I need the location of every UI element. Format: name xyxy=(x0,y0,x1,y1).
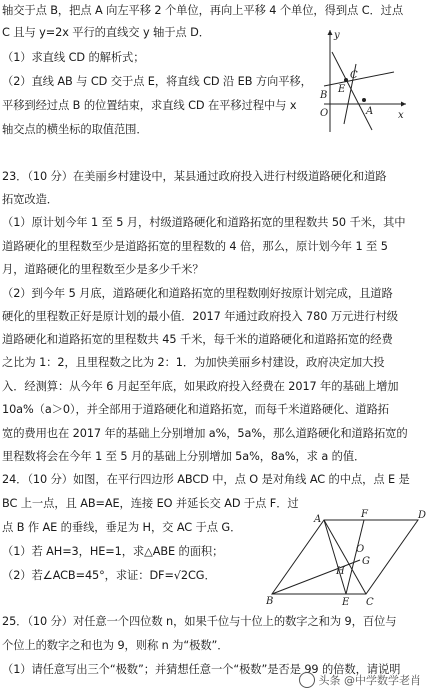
text-line: 24．（10 分）如图，在平行四边形 ABCD 中，点 O 是对角线 AC 的中点，点 E 是 xyxy=(2,473,410,486)
text-line: 25．（10 分）对任意一个四位数 n，如果千位与十位上的数字之和为 9，百位与 xyxy=(2,615,397,628)
text-line: 点 B 作 AE 的垂线，垂足为 H，交 AC 于点 G． xyxy=(2,521,242,534)
toutiao-logo-icon xyxy=(299,672,315,688)
fig2-label-e: E xyxy=(342,597,350,606)
text-line: 23．（10 分）在美丽乡村建设中，某县通过政府投入进行村级道路硬化和道路 xyxy=(2,170,387,183)
watermark xyxy=(299,672,422,688)
fig2-label-g: G xyxy=(362,556,370,567)
text-line: （1）原计划今年 1 至 5 月，村级道路硬化和道路拓宽的里程数共 50 千米，其中 xyxy=(2,216,406,229)
fig2-label-h: H xyxy=(336,566,345,577)
text-line: C 且与 y=2x 平行的直线交 y 轴于点 D． xyxy=(2,26,210,39)
text-line: 道路硬化和道路拓宽的里程数共 45 千米，每千米的道路硬化和道路拓宽的经费 xyxy=(2,333,393,346)
text-line: 平移到经过点 B 的位置结束，求直线 CD 在平移过程中与 x xyxy=(2,99,297,112)
fig1-label-c: C xyxy=(350,70,358,81)
fig2-label-d: D xyxy=(418,510,426,521)
text-line: BC 上一点，且 AB=AE，连接 EO 并延长交 AD 于点 F．过 xyxy=(2,497,299,510)
text-line: （2）若∠ACB=45°，求证：DF=√2CG． xyxy=(2,569,216,582)
fig1-label-e: E xyxy=(338,84,346,95)
text-line: 宽的费用也在 2017 年的基础上分别增加 a%，5a%，那么道路硬化和道路拓宽的 xyxy=(2,427,408,440)
text-line: 入．经测算：从今年 6 月起至年底，如果政府投入经费在 2017 年的基础上增加 xyxy=(2,380,399,393)
fig1-label-x: x xyxy=(398,110,404,121)
text-line: 轴交点的横坐标的取值范围． xyxy=(2,123,148,136)
text-line: 里程数将会在今年 1 至 5 月的基础上分别增加 5a%，8a%，求 a 的值． xyxy=(2,450,366,463)
fig1-label-a: A xyxy=(366,106,374,117)
text-line: 之比为 1：2，且里程数之比为 2：1．为加快美丽乡村建设，政府决定加大投 xyxy=(2,356,385,369)
text-line: （1）求直线 CD 的解析式； xyxy=(2,51,145,64)
text-line: （2）直线 AB 与 CD 交于点 E，将直线 CD 沿 EB 方向平移， xyxy=(2,75,312,88)
text-line: 10a%（a＞0），并全部用于道路硬化和道路拓宽，而每千米道路硬化、道路拓 xyxy=(2,403,389,416)
coordinate-figure xyxy=(310,26,410,136)
fig1-label-b: B xyxy=(320,90,328,101)
fig1-label-y: y xyxy=(334,30,340,41)
text-line: 月，道路硬化的里程数至少是多少千米？ xyxy=(2,263,204,276)
fig2-label-o: O xyxy=(356,544,365,555)
fig1-label-o: O xyxy=(320,108,329,119)
fig2-label-a: A xyxy=(314,514,322,525)
text-line: 道路硬化的里程数至少是道路拓宽的里程数的 4 倍，那么，原计划今年 1 至 5 xyxy=(2,240,388,253)
watermark-text: 头条 @中学数学老肖 xyxy=(318,674,421,687)
text-line: （2）到今年 5 月底，道路硬化和道路拓宽的里程数刚好按原计划完成，且道路 xyxy=(2,287,393,300)
text-line: （1）若 AH=3，HE=1，求△ABE 的面积； xyxy=(2,545,224,558)
fig2-label-b: B xyxy=(266,596,274,606)
text-line: （1）请任意写出三个“极数”；并猜想任意一个“极数”是否是 99 的倍数，请说明 xyxy=(2,663,401,676)
text-line: 硬化的里程数正好是原计划的最小值．2017 年通过政府投入 780 万元进行村级 xyxy=(2,310,398,323)
parallelogram-figure xyxy=(266,508,426,606)
text-line: 拓宽改造． xyxy=(2,193,58,206)
fig2-label-f: F xyxy=(361,509,368,520)
text-line: 轴交于点 B，把点 A 向左平移 2 个单位，再向上平移 4 个单位，得到点 C．过点 xyxy=(2,4,404,17)
fig2-label-c: C xyxy=(366,597,374,606)
text-line: 个位上的数字之和也为 9，则称 n 为“极数”． xyxy=(2,639,229,652)
